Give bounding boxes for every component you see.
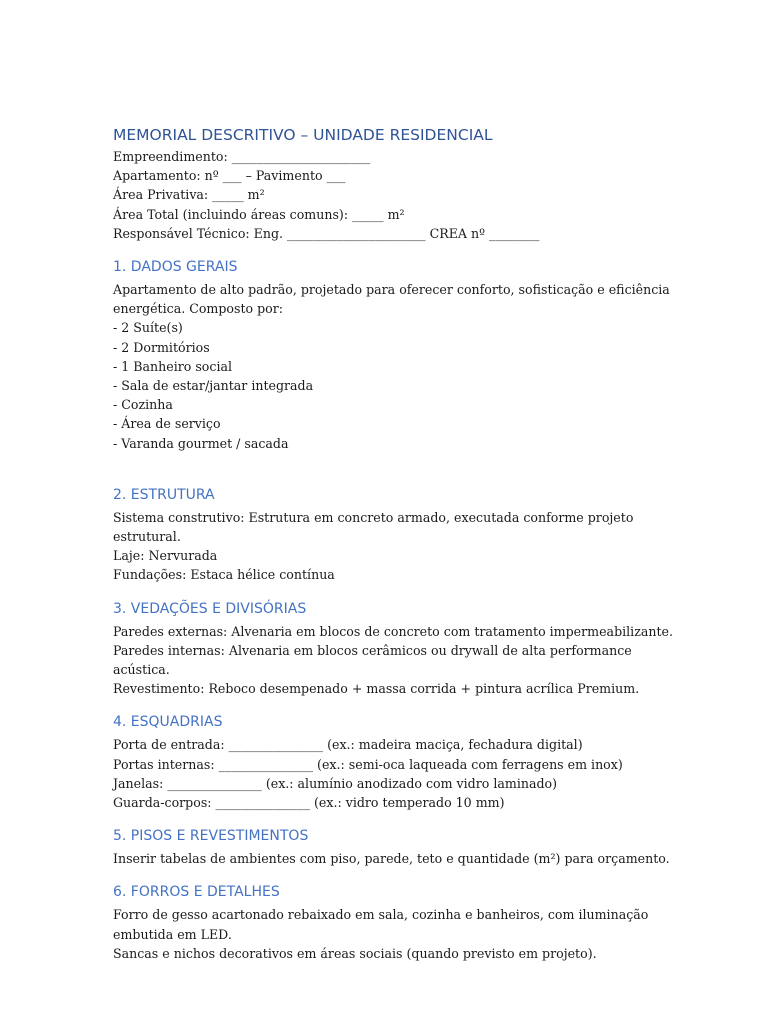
field-area-privativa: Área Privativa: _____ m² bbox=[113, 187, 265, 203]
section-vedacoes-divisorias bbox=[113, 599, 673, 699]
section-pisos-revestimentos bbox=[113, 826, 673, 868]
paragraph-line: Paredes externas: Alvenaria em blocos de concreto com tratamento impermeabilizante. bbox=[113, 623, 673, 639]
paragraph-line: embutida em LED. bbox=[113, 926, 232, 942]
section-estrutura bbox=[113, 485, 673, 585]
list-item: - 2 Suíte(s) bbox=[113, 320, 183, 336]
paragraph-line: energética. Composto por: bbox=[113, 301, 284, 317]
paragraph-line: Janelas: _______________ (ex.: alumínio anodizado com vidro laminado) bbox=[113, 775, 558, 791]
list-item: - Área de serviço bbox=[113, 416, 221, 432]
section-esquadrias bbox=[113, 712, 673, 812]
paragraph-line: Fundações: Estaca hélice contínua bbox=[113, 567, 335, 583]
field-area-total: Área Total (incluindo áreas comuns): _____ m² bbox=[113, 206, 405, 222]
paragraph-line: Portas internas: _______________ (ex.: semi-oca laqueada com ferragens em inox) bbox=[113, 756, 623, 772]
paragraph-line: Sancas e nichos decorativos em áreas sociais (quando previsto em projeto). bbox=[113, 945, 597, 961]
header-fields bbox=[113, 147, 673, 243]
section-heading: 4. ESQUADRIAS bbox=[113, 714, 223, 731]
list-item: - Sala de estar/jantar integrada bbox=[113, 378, 314, 394]
section-heading: 5. PISOS E REVESTIMENTOS bbox=[113, 828, 309, 845]
paragraph-line: Apartamento de alto padrão, projetado para oferecer conforto, sofisticação e eficiência bbox=[113, 282, 670, 298]
field-apartamento: Apartamento: nº ___ – Pavimento ___ bbox=[113, 168, 346, 184]
section-heading: 2. ESTRUTURA bbox=[113, 486, 215, 503]
section-heading: 3. VEDAÇÕES E DIVISÓRIAS bbox=[113, 600, 307, 617]
list-item: - 1 Banheiro social bbox=[113, 358, 233, 374]
list-item: - Varanda gourmet / sacada bbox=[113, 435, 289, 451]
paragraph-line: Inserir tabelas de ambientes com piso, parede, teto e quantidade (m²) para orçamento. bbox=[113, 851, 670, 867]
document-title: MEMORIAL DESCRITIVO – UNIDADE RESIDENCIAL bbox=[113, 126, 493, 144]
field-empreendimento: Empreendimento: ______________________ bbox=[113, 149, 371, 164]
paragraph-line: Sistema construtivo: Estrutura em concreto armado, executada conforme projeto estrutural. bbox=[113, 509, 638, 545]
document-content bbox=[113, 124, 673, 963]
paragraph-line: Porta de entrada: _______________ (ex.: madeira maciça, fechadura digital) bbox=[113, 737, 583, 753]
section-heading: 1. DADOS GERAIS bbox=[113, 259, 238, 276]
paragraph-line: Paredes internas: Alvenaria em blocos cerâmicos ou drywall de alta performance acústica. bbox=[113, 642, 636, 678]
list-item: - Cozinha bbox=[113, 397, 173, 413]
section-forros-detalhes bbox=[113, 882, 673, 963]
list-item: - 2 Dormitórios bbox=[113, 339, 210, 355]
section-dados-gerais bbox=[113, 257, 673, 453]
paragraph-line: Forro de gesso acartonado rebaixado em sala, cozinha e banheiros, com iluminação bbox=[113, 907, 649, 923]
paragraph-line: Guarda-corpos: _______________ (ex.: vidro temperado 10 mm) bbox=[113, 795, 505, 811]
field-responsavel-tecnico: Responsável Técnico: Eng. ______________________ CREA nº ________ bbox=[113, 225, 540, 241]
paragraph-line: Laje: Nervurada bbox=[113, 548, 218, 564]
paragraph-line: Revestimento: Reboco desempenado + massa corrida + pintura acrílica Premium. bbox=[113, 681, 640, 697]
section-heading: 6. FORROS E DETALHES bbox=[113, 884, 280, 901]
